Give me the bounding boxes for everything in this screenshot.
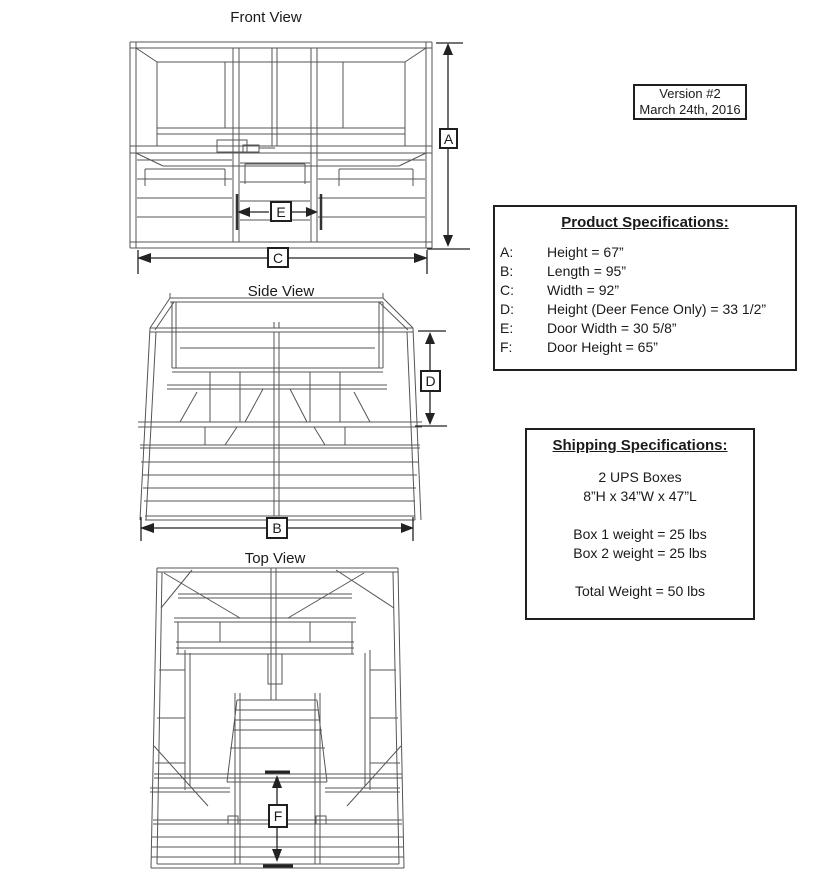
shipping-line: Box 1 weight = 25 lbs — [573, 526, 707, 542]
dim-label-a: A — [439, 128, 458, 149]
shipping-specs-lines — [527, 468, 753, 601]
dim-label-f: F — [268, 804, 288, 828]
top-center-beam — [268, 568, 282, 700]
arrowhead-up-icon — [443, 43, 453, 55]
spec-row-key: F: — [500, 339, 513, 355]
version-box — [633, 84, 747, 120]
product-specs-box — [493, 205, 797, 371]
dim-label-c: C — [267, 247, 289, 268]
spacer — [527, 506, 753, 525]
spec-row-key: A: — [500, 244, 514, 260]
front-view-title: Front View — [230, 9, 302, 26]
arrowhead-up-icon — [425, 332, 435, 344]
shipping-line: Total Weight = 50 lbs — [574, 583, 706, 599]
shipping-specs-title: Shipping Specifications: — [552, 437, 728, 454]
side-view-drawing — [125, 290, 465, 545]
side-view-title: Side View — [247, 283, 315, 300]
spec-row-value: Door Height = 65” — [547, 339, 658, 355]
shipping-specs-box — [525, 428, 755, 620]
product-specs-rows — [495, 243, 795, 357]
spec-row-key: D: — [500, 301, 514, 317]
side-top-ring — [150, 293, 413, 332]
side-interior-framing — [167, 348, 387, 445]
version-number: Version #2 — [659, 86, 721, 101]
top-back-bed — [174, 594, 356, 654]
spec-row — [495, 338, 795, 357]
arrowhead-down-icon — [272, 849, 282, 862]
side-structure-line-art — [138, 293, 422, 520]
spec-row-value: Height (Deer Fence Only) = 33 1/2” — [547, 301, 767, 317]
side-rails-planks — [138, 422, 422, 520]
shipping-line: Box 2 weight = 25 lbs — [573, 545, 707, 561]
dim-label-d: D — [420, 370, 441, 392]
spec-row-key: B: — [500, 263, 514, 279]
arrowhead-right-icon — [414, 253, 428, 263]
dim-label-b: B — [266, 517, 288, 539]
spacer — [527, 563, 753, 582]
arrowhead-right-icon — [306, 207, 318, 217]
spec-row — [495, 300, 795, 319]
arrowhead-left-icon — [137, 253, 151, 263]
top-view-title: Top View — [244, 550, 306, 567]
top-view-drawing — [130, 558, 430, 878]
spec-row-key: E: — [500, 320, 514, 336]
shipping-line: 2 UPS Boxes — [598, 469, 682, 485]
dim-label-e: E — [270, 201, 292, 222]
spec-row-value: Width = 92” — [547, 282, 619, 298]
spec-row — [495, 243, 795, 262]
spec-row-value: Height = 67” — [547, 244, 624, 260]
spec-row-value: Door Width = 30 5/8” — [547, 320, 677, 336]
spec-row-value: Length = 95” — [547, 263, 627, 279]
top-center-table — [227, 700, 327, 782]
shipping-line: 8”H x 34”W x 47”L — [583, 488, 697, 504]
version-date: March 24th, 2016 — [639, 102, 741, 117]
front-view-drawing — [125, 36, 470, 281]
arrowhead-down-icon — [443, 235, 453, 247]
spec-row-key: C: — [500, 282, 514, 298]
front-perspective-lines — [136, 48, 426, 146]
front-bed-frames — [136, 153, 426, 186]
arrowhead-right-icon — [401, 523, 414, 533]
product-specs-title: Product Specifications: — [561, 214, 729, 231]
spec-row — [495, 262, 795, 281]
spec-row — [495, 281, 795, 300]
spec-row — [495, 319, 795, 338]
arrowhead-down-icon — [425, 413, 435, 425]
arrowhead-left-icon — [140, 523, 154, 533]
side-posts — [140, 302, 421, 520]
